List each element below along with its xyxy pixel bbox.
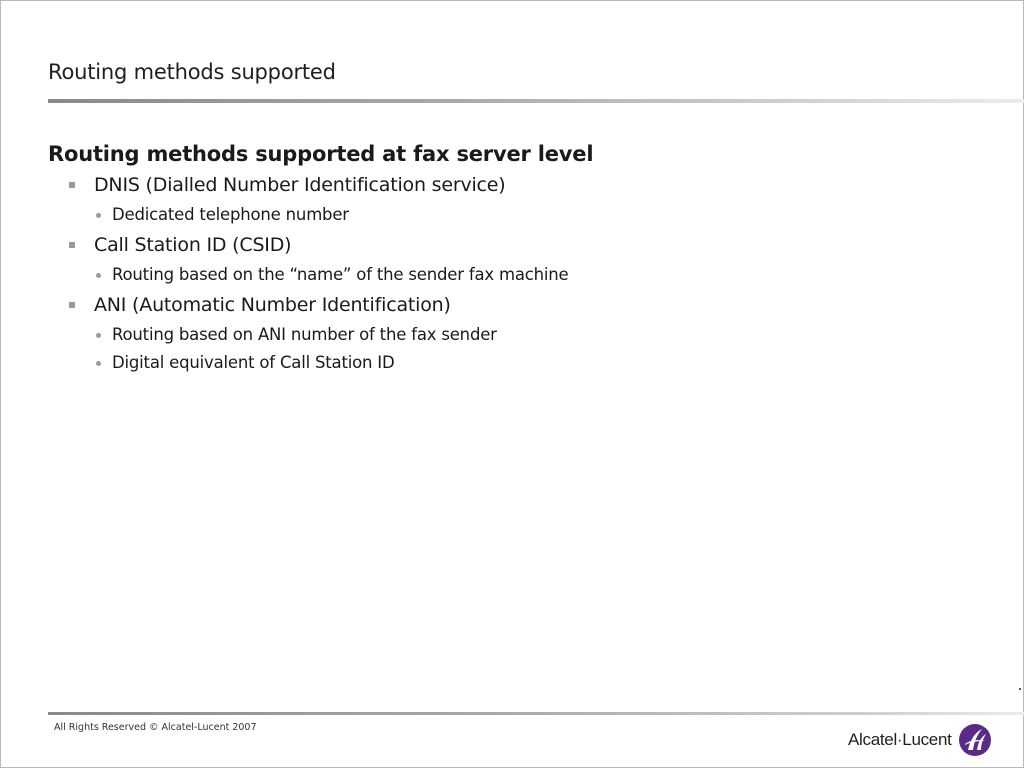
list-item-label: ANI (Automatic Number Identification) — [94, 294, 451, 316]
slide-content — [48, 142, 988, 372]
sub-list-item-label: Digital equivalent of Call Station ID — [112, 353, 395, 372]
logo-wordmark: Alcatel·Lucent — [848, 730, 952, 749]
sub-list-item — [94, 325, 988, 344]
sub-list-item — [94, 353, 988, 372]
content-heading: Routing methods supported at fax server level — [48, 142, 594, 166]
alcatel-lucent-swirl-logo-icon — [958, 723, 992, 757]
bullet-list — [48, 174, 988, 372]
dot-bullet-icon — [96, 333, 101, 338]
list-item-label: DNIS (Dialled Number Identification service) — [94, 174, 506, 196]
dot-bullet-icon — [96, 361, 101, 366]
sub-list-item — [94, 265, 988, 284]
list-item-dnis — [48, 174, 988, 224]
sub-list-item-label: Routing based on the “name” of the sender fax machine — [112, 265, 569, 284]
list-item-ani — [48, 294, 988, 372]
sub-list — [94, 205, 988, 224]
edge-mark — [1019, 688, 1021, 690]
dot-bullet-icon — [96, 213, 101, 218]
square-bullet-icon — [69, 302, 75, 308]
copyright-notice: All Rights Reserved © Alcatel-Lucent 2007 — [54, 722, 257, 733]
title-divider — [48, 99, 1024, 103]
sub-list — [94, 265, 988, 284]
sub-list-item — [94, 205, 988, 224]
list-item-csid — [48, 234, 988, 284]
square-bullet-icon — [69, 182, 75, 188]
sub-list-item-label: Dedicated telephone number — [112, 205, 349, 224]
list-item-label: Call Station ID (CSID) — [94, 234, 292, 256]
sub-list-item-label: Routing based on ANI number of the fax sender — [112, 325, 497, 344]
sub-list — [94, 325, 988, 372]
slide-title: Routing methods supported — [48, 60, 336, 84]
dot-bullet-icon — [96, 273, 101, 278]
footer-divider — [48, 712, 1024, 715]
company-logo — [848, 722, 992, 758]
square-bullet-icon — [69, 242, 75, 248]
